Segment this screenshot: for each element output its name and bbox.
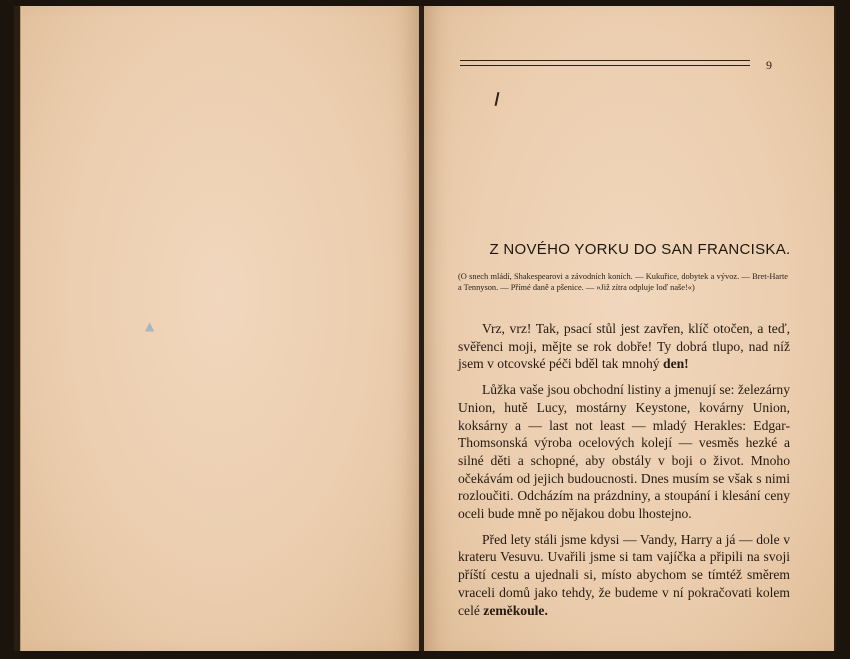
paragraph-2 <box>458 381 790 523</box>
paper-smudge: ▲ <box>145 319 155 333</box>
paragraph-1-text: Vrz, vrz! Tak, psací stůl jest zavřen, klíč otočen, a teď, svěřenci moji, mějte se rok dobře! Ty dobrá tlupo, nad níž jsem v otcovské péči bděl tak mnohý <box>458 321 790 372</box>
right-page <box>424 6 834 651</box>
book-spread <box>14 6 836 651</box>
paragraph-3-text: Před lety stáli jsme kdysi — Vandy, Harry a já — dole v krateru Vesuvu. Uvařili jsme si tam vajíčka a připili na svoji příští cestu a ujednali si, místo abychom se tímtéž směrem vraceli domů jako tehdy, že budeme v ní pokračovati kolem celé <box>458 531 790 618</box>
page-number: 9 <box>766 58 772 72</box>
paragraph-2-text: Lůžka vaše jsou obchodní listiny a jmenují se: železárny Union, hutě Lucy, mostárny Keystone, kovárny Union, koksárny a — last not least — mladý Herakles: Edgar-Thomsonská výroba ocelových kolejí — vesměs hezké a silné děti a schopné, aby obstály v boji o život. Mnoho očekávám od jejich budoucnosti. Dnes musím se však s nimi rozloučiti. Odcházím na prázdniny, a stoupání i klesání ceny oceli bude mně po nějakou dobu lhostejno. <box>458 382 790 522</box>
paragraph-3-bold-tail: zeměkoule. <box>479 602 548 618</box>
chapter-title: Z NOVÉHO YORKU DO SAN FRANCISKA. <box>489 241 791 258</box>
left-page-blank <box>20 6 419 651</box>
body-text <box>458 320 790 627</box>
paragraph-1 <box>458 320 790 373</box>
paragraph-1-bold-tail: den! <box>659 356 689 372</box>
header-rule <box>460 60 750 66</box>
paragraph-3 <box>458 531 790 620</box>
chapter-contents-summary: (O snech mládí, Shakespearovi a závodních koních. — Kukuřice, dobytek a vývoz. — Bret-Harte a Tennyson. — Přímé daně a pšenice. — »Již zítra odpluje loď naše!«) <box>458 272 788 292</box>
stray-pencil-mark <box>495 92 500 106</box>
